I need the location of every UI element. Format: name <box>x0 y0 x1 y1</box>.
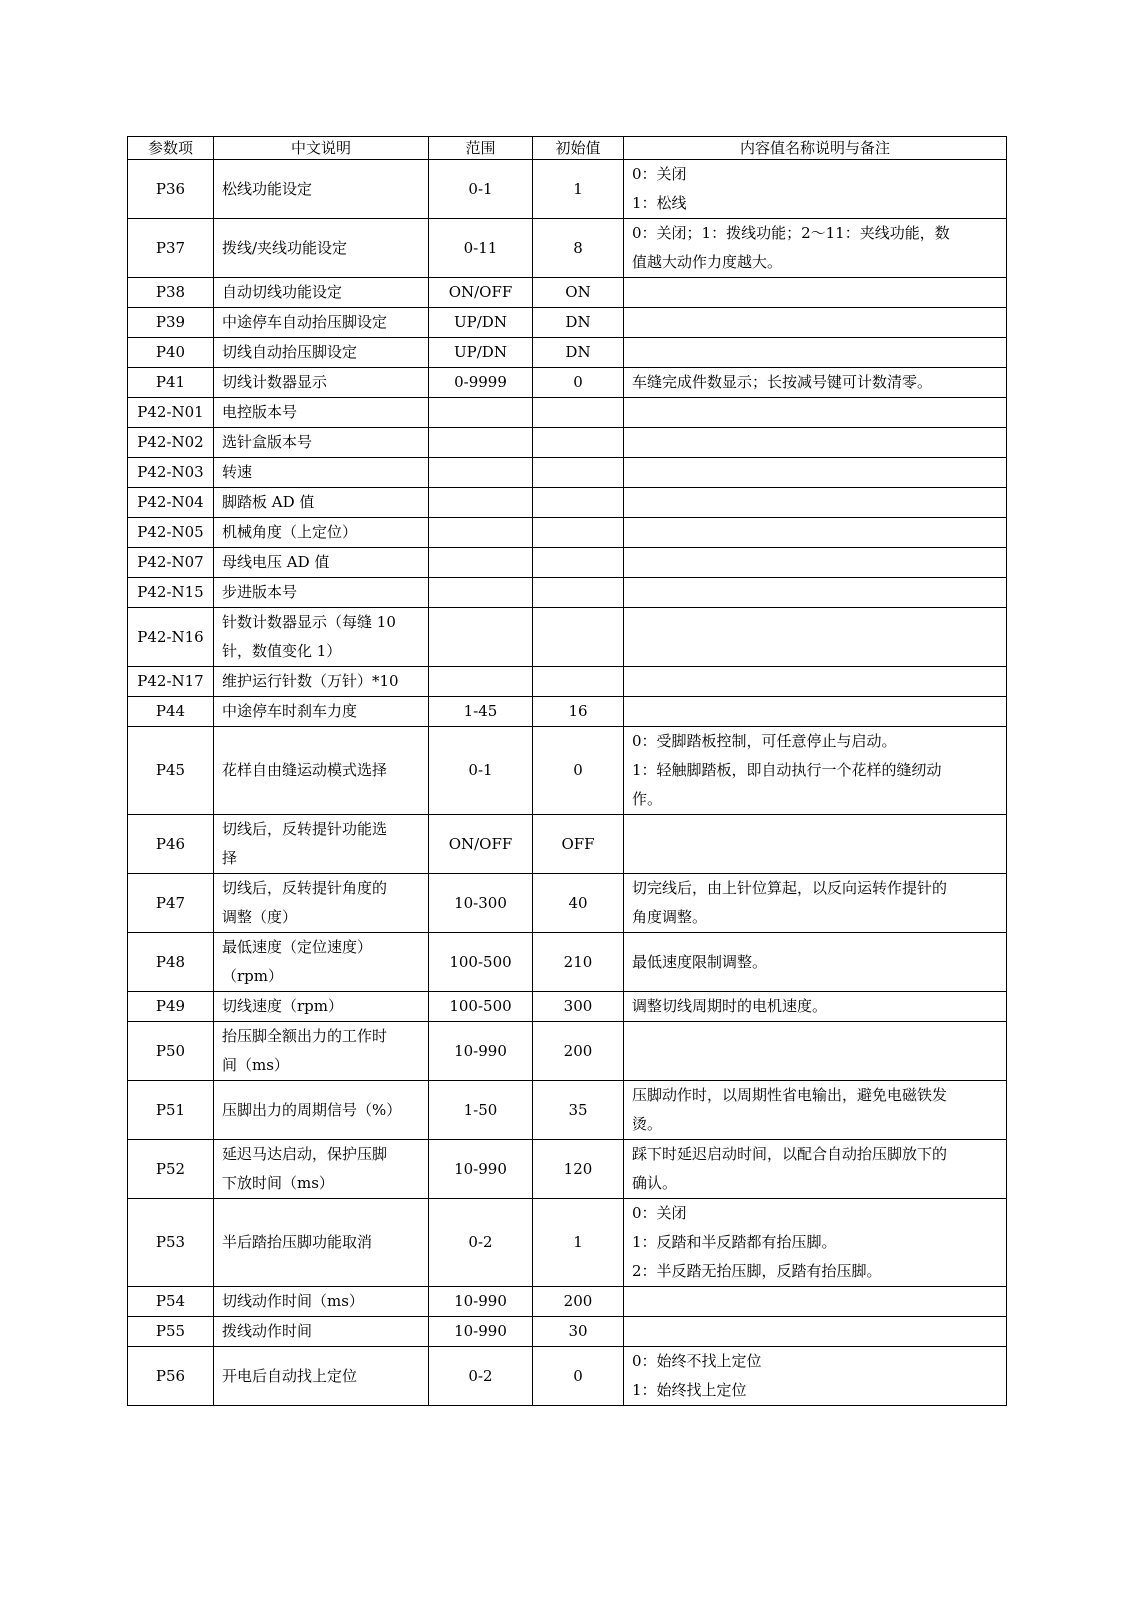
param-range-cell: 100-500 <box>429 992 533 1022</box>
param-initial-cell <box>533 548 624 578</box>
notes-line: 0：关闭 <box>632 1204 687 1222</box>
param-description-cell <box>214 815 429 874</box>
param-id-cell: P42-N02 <box>128 428 214 458</box>
param-notes-cell <box>624 1199 1007 1287</box>
description-line: 自动切线功能设定 <box>222 283 343 301</box>
param-initial-cell <box>533 518 624 548</box>
description-line: 开电后自动找上定位 <box>222 1366 358 1385</box>
param-id-cell: P42-N15 <box>128 578 214 608</box>
description-line: 针数计数器显示（每缝 10 <box>222 613 396 631</box>
description-line: 拨线动作时间 <box>222 1322 313 1340</box>
param-id-cell: P51 <box>128 1081 214 1140</box>
param-description-cell <box>214 992 429 1022</box>
param-initial-cell <box>533 428 624 458</box>
param-description-cell <box>214 488 429 518</box>
param-id-cell: P42-N16 <box>128 608 214 667</box>
param-initial-cell: 200 <box>533 1287 624 1317</box>
notes-line: 作。 <box>632 790 663 808</box>
param-description-cell <box>214 1199 429 1287</box>
param-id-cell: P52 <box>128 1140 214 1199</box>
description-line: 间（ms） <box>222 1056 289 1074</box>
param-id-cell: P47 <box>128 874 214 933</box>
param-notes-cell <box>624 1140 1007 1199</box>
table-row <box>128 1081 1007 1140</box>
param-initial-cell: 8 <box>533 219 624 278</box>
param-initial-cell: 30 <box>533 1317 624 1347</box>
description-line: 花样自由缝运动模式选择 <box>222 761 388 779</box>
notes-line: 1：松线 <box>632 194 687 212</box>
param-id-cell: P41 <box>128 368 214 398</box>
notes-line: 角度调整。 <box>632 908 708 926</box>
description-line: 择 <box>222 849 238 867</box>
table-row <box>128 1022 1007 1081</box>
table-row <box>128 578 1007 608</box>
param-notes-cell <box>624 1287 1007 1317</box>
param-initial-cell: DN <box>533 338 624 368</box>
param-range-cell: 0-2 <box>429 1199 533 1287</box>
param-description-cell <box>214 727 429 815</box>
param-id-cell: P56 <box>128 1347 214 1406</box>
param-initial-cell: 0 <box>533 1347 624 1406</box>
table-row <box>128 458 1007 488</box>
param-notes-cell <box>624 933 1007 992</box>
param-notes-cell <box>624 608 1007 667</box>
table-body <box>128 160 1007 1406</box>
param-initial-cell <box>533 458 624 488</box>
description-line: 中途停车自动抬压脚设定 <box>222 313 388 331</box>
parameter-table <box>127 136 1007 1406</box>
table-row <box>128 815 1007 874</box>
param-range-cell: UP/DN <box>429 338 533 368</box>
notes-line: 调整切线周期时的电机速度。 <box>632 997 828 1015</box>
param-initial-cell: 1 <box>533 160 624 219</box>
param-range-cell: 10-300 <box>429 874 533 933</box>
param-initial-cell: 40 <box>533 874 624 933</box>
param-notes-cell <box>624 308 1007 338</box>
param-id-cell: P42-N03 <box>128 458 214 488</box>
param-notes-cell <box>624 1022 1007 1081</box>
description-line: 步进版本号 <box>222 583 298 601</box>
param-notes-cell <box>624 1347 1007 1406</box>
description-line: 切线速度（rpm） <box>222 997 343 1015</box>
param-range-cell: ON/OFF <box>429 815 533 874</box>
param-description-cell <box>214 697 429 727</box>
description-line: 调整（度） <box>222 908 298 926</box>
description-line: 延迟马达启动，保护压脚 <box>222 1145 388 1163</box>
description-line: 半后踏抬压脚功能取消 <box>222 1233 373 1251</box>
notes-line: 1：反踏和半反踏都有抬压脚。 <box>632 1233 837 1251</box>
table-header <box>128 137 1007 160</box>
table-row <box>128 278 1007 308</box>
param-notes-cell <box>624 458 1007 488</box>
table-row <box>128 992 1007 1022</box>
param-range-cell: 0-1 <box>429 727 533 815</box>
param-notes-cell <box>624 1081 1007 1140</box>
description-line: 松线功能设定 <box>222 179 313 198</box>
param-range-cell <box>429 608 533 667</box>
param-id-cell: P45 <box>128 727 214 815</box>
param-description-cell <box>214 1022 429 1081</box>
description-line: 机械角度（上定位） <box>222 523 358 541</box>
param-notes-cell <box>624 428 1007 458</box>
description-line: 针，数值变化 1） <box>222 642 342 660</box>
notes-line: 踩下时延迟启动时间，以配合自动抬压脚放下的 <box>632 1145 948 1163</box>
table-row <box>128 160 1007 219</box>
param-description-cell <box>214 667 429 697</box>
param-notes-cell <box>624 278 1007 308</box>
header-description: 中文说明 <box>214 137 429 160</box>
param-id-cell: P55 <box>128 1317 214 1347</box>
param-range-cell <box>429 518 533 548</box>
param-range-cell: ON/OFF <box>429 278 533 308</box>
param-initial-cell <box>533 667 624 697</box>
description-line: 拨线/夹线功能设定 <box>222 238 348 257</box>
notes-line: 最低速度限制调整。 <box>632 952 768 971</box>
description-line: 选针盒版本号 <box>222 433 313 451</box>
param-id-cell: P40 <box>128 338 214 368</box>
description-line: 切线自动抬压脚设定 <box>222 343 358 361</box>
param-initial-cell: 0 <box>533 727 624 815</box>
param-initial-cell: 300 <box>533 992 624 1022</box>
param-range-cell: 0-1 <box>429 160 533 219</box>
param-initial-cell: 120 <box>533 1140 624 1199</box>
notes-line: 车缝完成件数显示；长按减号键可计数清零。 <box>632 373 933 391</box>
table-row <box>128 1199 1007 1287</box>
param-initial-cell <box>533 398 624 428</box>
param-notes-cell <box>624 697 1007 727</box>
param-initial-cell: 200 <box>533 1022 624 1081</box>
param-notes-cell <box>624 578 1007 608</box>
param-range-cell: 1-50 <box>429 1081 533 1140</box>
table-row <box>128 874 1007 933</box>
param-range-cell: 10-990 <box>429 1140 533 1199</box>
param-notes-cell <box>624 398 1007 428</box>
param-id-cell: P42-N17 <box>128 667 214 697</box>
param-range-cell <box>429 398 533 428</box>
param-id-cell: P42-N04 <box>128 488 214 518</box>
table-row <box>128 219 1007 278</box>
table-row <box>128 1140 1007 1199</box>
param-initial-cell: OFF <box>533 815 624 874</box>
param-description-cell <box>214 608 429 667</box>
param-id-cell: P53 <box>128 1199 214 1287</box>
table-row <box>128 933 1007 992</box>
param-id-cell: P48 <box>128 933 214 992</box>
param-notes-cell <box>624 488 1007 518</box>
param-notes-cell <box>624 160 1007 219</box>
notes-line: 0：关闭 <box>632 165 687 183</box>
param-description-cell <box>214 160 429 219</box>
header-notes: 内容值名称说明与备注 <box>624 137 1007 160</box>
table-row <box>128 608 1007 667</box>
param-notes-cell <box>624 992 1007 1022</box>
param-initial-cell <box>533 488 624 518</box>
param-range-cell <box>429 488 533 518</box>
param-range-cell: 100-500 <box>429 933 533 992</box>
description-line: 抬压脚全额出力的工作时 <box>222 1027 388 1045</box>
param-id-cell: P38 <box>128 278 214 308</box>
description-line: 中途停车时刹车力度 <box>222 702 358 720</box>
table-row <box>128 308 1007 338</box>
param-id-cell: P46 <box>128 815 214 874</box>
notes-line: 0：受脚踏板控制，可任意停止与启动。 <box>632 732 897 750</box>
param-notes-cell <box>624 667 1007 697</box>
notes-line: 压脚动作时，以周期性省电输出，避免电磁铁发 <box>632 1086 948 1104</box>
param-notes-cell <box>624 874 1007 933</box>
table-row <box>128 488 1007 518</box>
param-id-cell: P49 <box>128 992 214 1022</box>
param-range-cell: 0-9999 <box>429 368 533 398</box>
param-range-cell <box>429 578 533 608</box>
param-description-cell <box>214 578 429 608</box>
param-initial-cell <box>533 578 624 608</box>
notes-line: 1：轻触脚踏板，即自动执行一个花样的缝纫动 <box>632 761 942 779</box>
table-row <box>128 1347 1007 1406</box>
param-id-cell: P54 <box>128 1287 214 1317</box>
param-description-cell <box>214 278 429 308</box>
param-range-cell <box>429 667 533 697</box>
param-range-cell: 10-990 <box>429 1022 533 1081</box>
description-line: 切线后，反转提针角度的 <box>222 879 388 897</box>
param-description-cell <box>214 1347 429 1406</box>
param-notes-cell <box>624 368 1007 398</box>
table-row <box>128 1317 1007 1347</box>
param-initial-cell: 0 <box>533 368 624 398</box>
param-description-cell <box>214 338 429 368</box>
description-line: 切线计数器显示 <box>222 373 328 391</box>
param-description-cell <box>214 458 429 488</box>
description-line: 切线动作时间（ms） <box>222 1292 364 1310</box>
description-line: 电控版本号 <box>222 403 298 421</box>
param-id-cell: P37 <box>128 219 214 278</box>
param-notes-cell <box>624 338 1007 368</box>
param-notes-cell <box>624 1317 1007 1347</box>
param-description-cell <box>214 548 429 578</box>
param-description-cell <box>214 398 429 428</box>
description-line: 最低速度（定位速度） <box>222 938 373 956</box>
description-line: 维护运行针数（万针）*10 <box>222 672 399 690</box>
notes-line: 2：半反踏无抬压脚，反踏有抬压脚。 <box>632 1262 882 1280</box>
description-line: 切线后，反转提针功能选 <box>222 820 388 838</box>
table-row <box>128 518 1007 548</box>
param-initial-cell: 210 <box>533 933 624 992</box>
table-row <box>128 1287 1007 1317</box>
header-param: 参数项 <box>128 137 214 160</box>
description-line: 下放时间（ms） <box>222 1174 334 1192</box>
param-range-cell <box>429 548 533 578</box>
param-description-cell <box>214 874 429 933</box>
notes-line: 值越大动作力度越大。 <box>632 253 783 271</box>
param-range-cell: 0-11 <box>429 219 533 278</box>
header-row <box>128 137 1007 160</box>
param-range-cell: 10-990 <box>429 1317 533 1347</box>
notes-line: 0：始终不找上定位 <box>632 1352 762 1370</box>
param-notes-cell <box>624 815 1007 874</box>
param-id-cell: P42-N05 <box>128 518 214 548</box>
param-initial-cell: 35 <box>533 1081 624 1140</box>
description-line: 母线电压 AD 值 <box>222 553 330 571</box>
description-line: 压脚出力的周期信号（%） <box>222 1100 402 1119</box>
table-row <box>128 548 1007 578</box>
param-description-cell <box>214 1287 429 1317</box>
param-description-cell <box>214 1140 429 1199</box>
notes-line: 0：关闭；1：拨线功能；2～11：夹线功能，数 <box>632 224 950 242</box>
param-range-cell <box>429 458 533 488</box>
param-notes-cell <box>624 727 1007 815</box>
table-row <box>128 697 1007 727</box>
param-initial-cell: 16 <box>533 697 624 727</box>
param-description-cell <box>214 368 429 398</box>
param-initial-cell: DN <box>533 308 624 338</box>
param-range-cell: 10-990 <box>429 1287 533 1317</box>
param-description-cell <box>214 1317 429 1347</box>
param-range-cell: 0-2 <box>429 1347 533 1406</box>
table-row <box>128 727 1007 815</box>
param-description-cell <box>214 219 429 278</box>
param-description-cell <box>214 933 429 992</box>
notes-line: 切完线后，由上针位算起，以反向运转作提针的 <box>632 879 948 897</box>
description-line: 转速 <box>222 463 253 481</box>
table-row <box>128 667 1007 697</box>
param-description-cell <box>214 518 429 548</box>
param-notes-cell <box>624 219 1007 278</box>
param-notes-cell <box>624 548 1007 578</box>
param-id-cell: P50 <box>128 1022 214 1081</box>
param-id-cell: P42-N01 <box>128 398 214 428</box>
description-line: （rpm） <box>222 967 283 985</box>
param-id-cell: P42-N07 <box>128 548 214 578</box>
param-initial-cell: 1 <box>533 1199 624 1287</box>
notes-line: 1：始终找上定位 <box>632 1381 747 1399</box>
table-row <box>128 428 1007 458</box>
param-initial-cell: ON <box>533 278 624 308</box>
param-notes-cell <box>624 518 1007 548</box>
header-range: 范围 <box>429 137 533 160</box>
param-id-cell: P39 <box>128 308 214 338</box>
param-range-cell <box>429 428 533 458</box>
param-range-cell: UP/DN <box>429 308 533 338</box>
table-row <box>128 368 1007 398</box>
table-row <box>128 338 1007 368</box>
table-row <box>128 398 1007 428</box>
param-description-cell <box>214 1081 429 1140</box>
description-line: 脚踏板 AD 值 <box>222 493 315 511</box>
param-initial-cell <box>533 608 624 667</box>
param-range-cell: 1-45 <box>429 697 533 727</box>
param-id-cell: P36 <box>128 160 214 219</box>
header-initial-value: 初始值 <box>533 137 624 160</box>
notes-line: 烫。 <box>632 1115 663 1133</box>
notes-line: 确认。 <box>632 1174 678 1192</box>
param-id-cell: P44 <box>128 697 214 727</box>
param-description-cell <box>214 308 429 338</box>
param-description-cell <box>214 428 429 458</box>
